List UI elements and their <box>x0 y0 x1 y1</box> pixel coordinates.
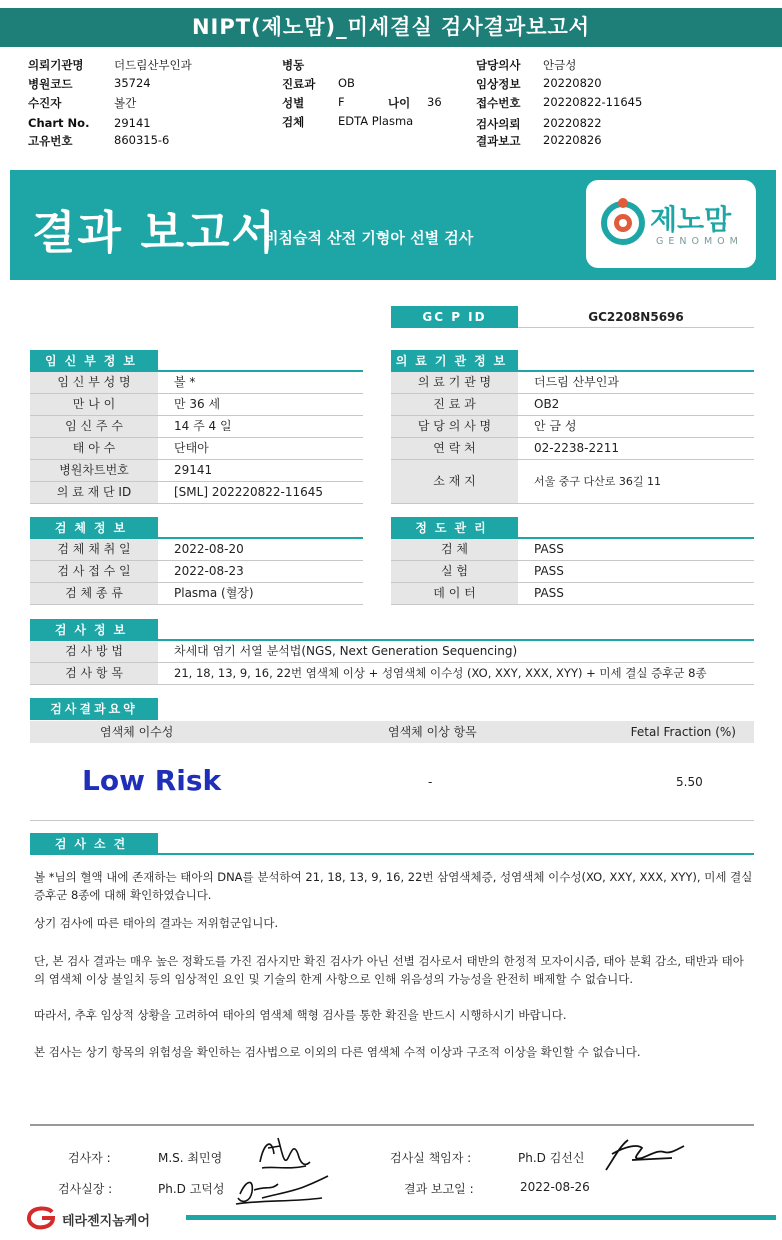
report-banner <box>10 170 776 280</box>
header-value: 20220822 <box>543 116 602 130</box>
table-row <box>391 460 754 504</box>
tester-label: 검사자 : <box>68 1151 111 1165</box>
logo-name: 제노맘 <box>650 203 732 236</box>
row-label: 태 아 수 <box>30 438 158 459</box>
row-label: 임 신 부 성 명 <box>30 372 158 393</box>
summary-col-aneuploidy: 염색체 이수성 <box>100 725 174 739</box>
row-label: 검 체 채 취 일 <box>30 539 158 560</box>
row-label: 진 료 과 <box>391 394 518 415</box>
abnormal-value: - <box>428 775 433 789</box>
header-value: 35724 <box>114 76 151 90</box>
header-label: 검체 <box>282 115 305 129</box>
age-value: 36 <box>427 95 442 109</box>
chief-name: Ph.D 고덕성 <box>158 1182 225 1196</box>
row-value: 단태아 <box>174 441 209 455</box>
row-value: 2022-08-23 <box>174 564 244 578</box>
row-label: 검 사 방 법 <box>30 641 158 662</box>
finding-paragraph: 따라서, 추후 임상적 상황을 고려하여 태아의 염색체 핵형 검사를 통한 확진을 반드시 시행하시기 바랍니다. <box>34 1008 567 1022</box>
header-value: F <box>338 95 345 109</box>
table-row <box>30 482 363 504</box>
row-value: [SML] 202220822-11645 <box>174 485 324 499</box>
table-row <box>30 372 363 394</box>
header-label: 결과보고 <box>476 134 521 148</box>
header-label: 검사의뢰 <box>476 117 521 131</box>
section-divider <box>30 853 754 855</box>
table-row <box>30 561 363 583</box>
row-value: PASS <box>534 586 564 600</box>
table-row <box>391 561 754 583</box>
table-row <box>30 539 363 561</box>
age-label: 나이 <box>388 96 411 110</box>
table-row <box>391 372 754 394</box>
finding-paragraph: 본 검사는 상기 항목의 위험성을 확인하는 검사법으로 이외의 다른 염색체 수적 이상과 구조적 이상을 확인할 수 없습니다. <box>34 1045 641 1059</box>
row-value: 21, 18, 13, 9, 16, 22번 염색체 이상 + 성염색체 이수성 (XO, XXY, XXX, XYY) + 미세 결실 증후군 8종 <box>174 666 707 680</box>
lead-label: 검사실 책임자 : <box>390 1151 472 1165</box>
row-value: 서울 중구 다산로 36길 11 <box>534 475 661 488</box>
header-label: 임상정보 <box>476 77 521 91</box>
row-label: 데 이 터 <box>391 583 518 604</box>
row-label: 소 재 지 <box>391 460 518 503</box>
section-findings: 검사소견 <box>30 833 158 855</box>
finding-paragraph: 상기 검사에 따른 태아의 결과는 저위험군입니다. <box>34 916 279 930</box>
header-label: 수진자 <box>28 96 62 110</box>
row-value: PASS <box>534 564 564 578</box>
table-row <box>30 438 363 460</box>
section-pregnant-info: 임신부정보 <box>30 350 158 372</box>
header-label: 진료과 <box>282 77 316 91</box>
finding-paragraph: 단, 본 검사 결과는 매우 높은 정확도를 가진 검사지만 확진 검사가 아닌 선별 검사로서 태반의 한정적 모자이시즘, 태아 분획 감소, 태반과 태아의 염색체 이상 불일치 등의 임상적인 요인 및 기술의 한계 사항으로 인해 위음성의 가능성을 완전히 배제할 수 없습니다. <box>34 954 744 986</box>
row-label: 의 료 기 관 명 <box>391 372 518 393</box>
table-row <box>391 438 754 460</box>
risk-result: Low Risk <box>82 764 222 797</box>
row-value: 02-2238-2211 <box>534 441 620 455</box>
row-label: 검 사 접 수 일 <box>30 561 158 582</box>
header-label: 성별 <box>282 96 305 110</box>
fetal-fraction-value: 5.50 <box>676 775 703 789</box>
row-value: OB2 <box>534 397 560 411</box>
chief-label: 검사실장 : <box>58 1182 113 1196</box>
header-label: 병원코드 <box>28 77 73 91</box>
header-value: 안금성 <box>543 58 577 72</box>
row-label: 실 험 <box>391 561 518 582</box>
section-qc: 정도관리 <box>391 517 518 539</box>
row-value: 더드림 산부인과 <box>534 375 619 389</box>
table-row <box>391 539 754 561</box>
header-label: Chart No. <box>28 116 90 130</box>
row-label: 의 료 재 단 ID <box>30 482 158 503</box>
row-value: Plasma (혈장) <box>174 586 254 600</box>
header-value: 볼간 <box>114 96 137 110</box>
table-row <box>391 416 754 438</box>
section-specimen-info: 검체정보 <box>30 517 158 539</box>
row-value: PASS <box>534 542 564 556</box>
row-label: 병원차트번호 <box>30 460 158 481</box>
header-label: 병동 <box>282 58 305 72</box>
summary-col-fetal-fraction: Fetal Fraction (%) <box>630 725 736 739</box>
footer-bar <box>186 1215 776 1220</box>
header-value: 860315-6 <box>114 133 170 147</box>
row-value: 안 금 성 <box>534 419 577 433</box>
row-label: 임 신 주 수 <box>30 416 158 437</box>
row-label: 만 나 이 <box>30 394 158 415</box>
lead-signature <box>602 1134 688 1174</box>
tester-name: M.S. 최민영 <box>158 1151 223 1165</box>
header-label: 접수번호 <box>476 96 521 110</box>
divider <box>30 820 754 821</box>
header-value: OB <box>338 76 355 90</box>
report-date-value: 2022-08-26 <box>520 1180 590 1194</box>
header-value: 20220820 <box>543 76 602 90</box>
row-value: 볼 * <box>174 375 196 389</box>
company-logo <box>26 1206 150 1233</box>
row-label: 검 사 항 목 <box>30 663 158 684</box>
report-title: NIPT(제노맘)_미세결실 검사결과보고서 <box>0 8 782 47</box>
report-date-label: 결과 보고일 : <box>404 1182 474 1196</box>
section-test-info: 검사정보 <box>30 619 158 641</box>
header-value: 29141 <box>114 116 151 130</box>
chief-signature <box>232 1168 332 1208</box>
summary-header <box>30 721 754 743</box>
row-value: 차세대 염기 서열 분석법(NGS, Next Generation Sequencing) <box>174 644 518 658</box>
header-label: 의뢰기관명 <box>28 58 84 72</box>
row-value: 29141 <box>174 463 213 477</box>
signature-divider <box>30 1124 754 1126</box>
table-row <box>30 416 363 438</box>
company-name: 테라젠지놈케어 <box>62 1214 150 1229</box>
banner-title: 결과 보고서 <box>32 206 278 259</box>
row-value: 만 36 세 <box>174 397 221 411</box>
gcp-id-label: GC P ID <box>391 306 518 328</box>
table-row <box>391 583 754 605</box>
header-label: 고유번호 <box>28 134 73 148</box>
lead-name: Ph.D 김선신 <box>518 1151 585 1165</box>
table-row <box>391 394 754 416</box>
header-value: 더드림산부인과 <box>114 58 192 72</box>
table-row <box>30 394 363 416</box>
row-value: 2022-08-20 <box>174 542 244 556</box>
row-label: 검 체 종 류 <box>30 583 158 604</box>
header-label: 담당의사 <box>476 58 521 72</box>
logo-sub: GENOMOM <box>656 236 743 247</box>
gcp-id-value: GC2208N5696 <box>518 306 754 328</box>
company-logo-icon <box>26 1206 58 1230</box>
finding-paragraph: 볼 *님의 혈액 내에 존재하는 태아의 DNA를 분석하여 21, 18, 13, 9, 16, 22번 삼염색체증, 성염색체 이수성(XO, XXY, XXX, XYY), 미세 결실 증후군 8종에 대해 확인하였습니다. <box>34 870 753 902</box>
row-label: 연 락 처 <box>391 438 518 459</box>
summary-col-abnormal: 염색체 이상 항목 <box>388 725 477 739</box>
row-label: 담 당 의 사 명 <box>391 416 518 437</box>
banner-subtitle: 비침습적 산전 기형아 선별 검사 <box>264 229 474 247</box>
table-row <box>30 641 754 663</box>
section-institution-info: 의료기관정보 <box>391 350 518 372</box>
section-summary: 검사결과요약 <box>30 698 158 720</box>
genomom-logo <box>586 180 756 268</box>
row-value: 14 주 4 일 <box>174 419 232 433</box>
header-value: 20220822-11645 <box>543 95 643 109</box>
table-row <box>30 460 363 482</box>
table-row <box>30 583 363 605</box>
header-value: 20220826 <box>543 133 602 147</box>
table-row <box>30 663 754 685</box>
genomom-logo-icon <box>600 196 646 246</box>
row-label: 검 체 <box>391 539 518 560</box>
header-value: EDTA Plasma <box>338 114 414 128</box>
